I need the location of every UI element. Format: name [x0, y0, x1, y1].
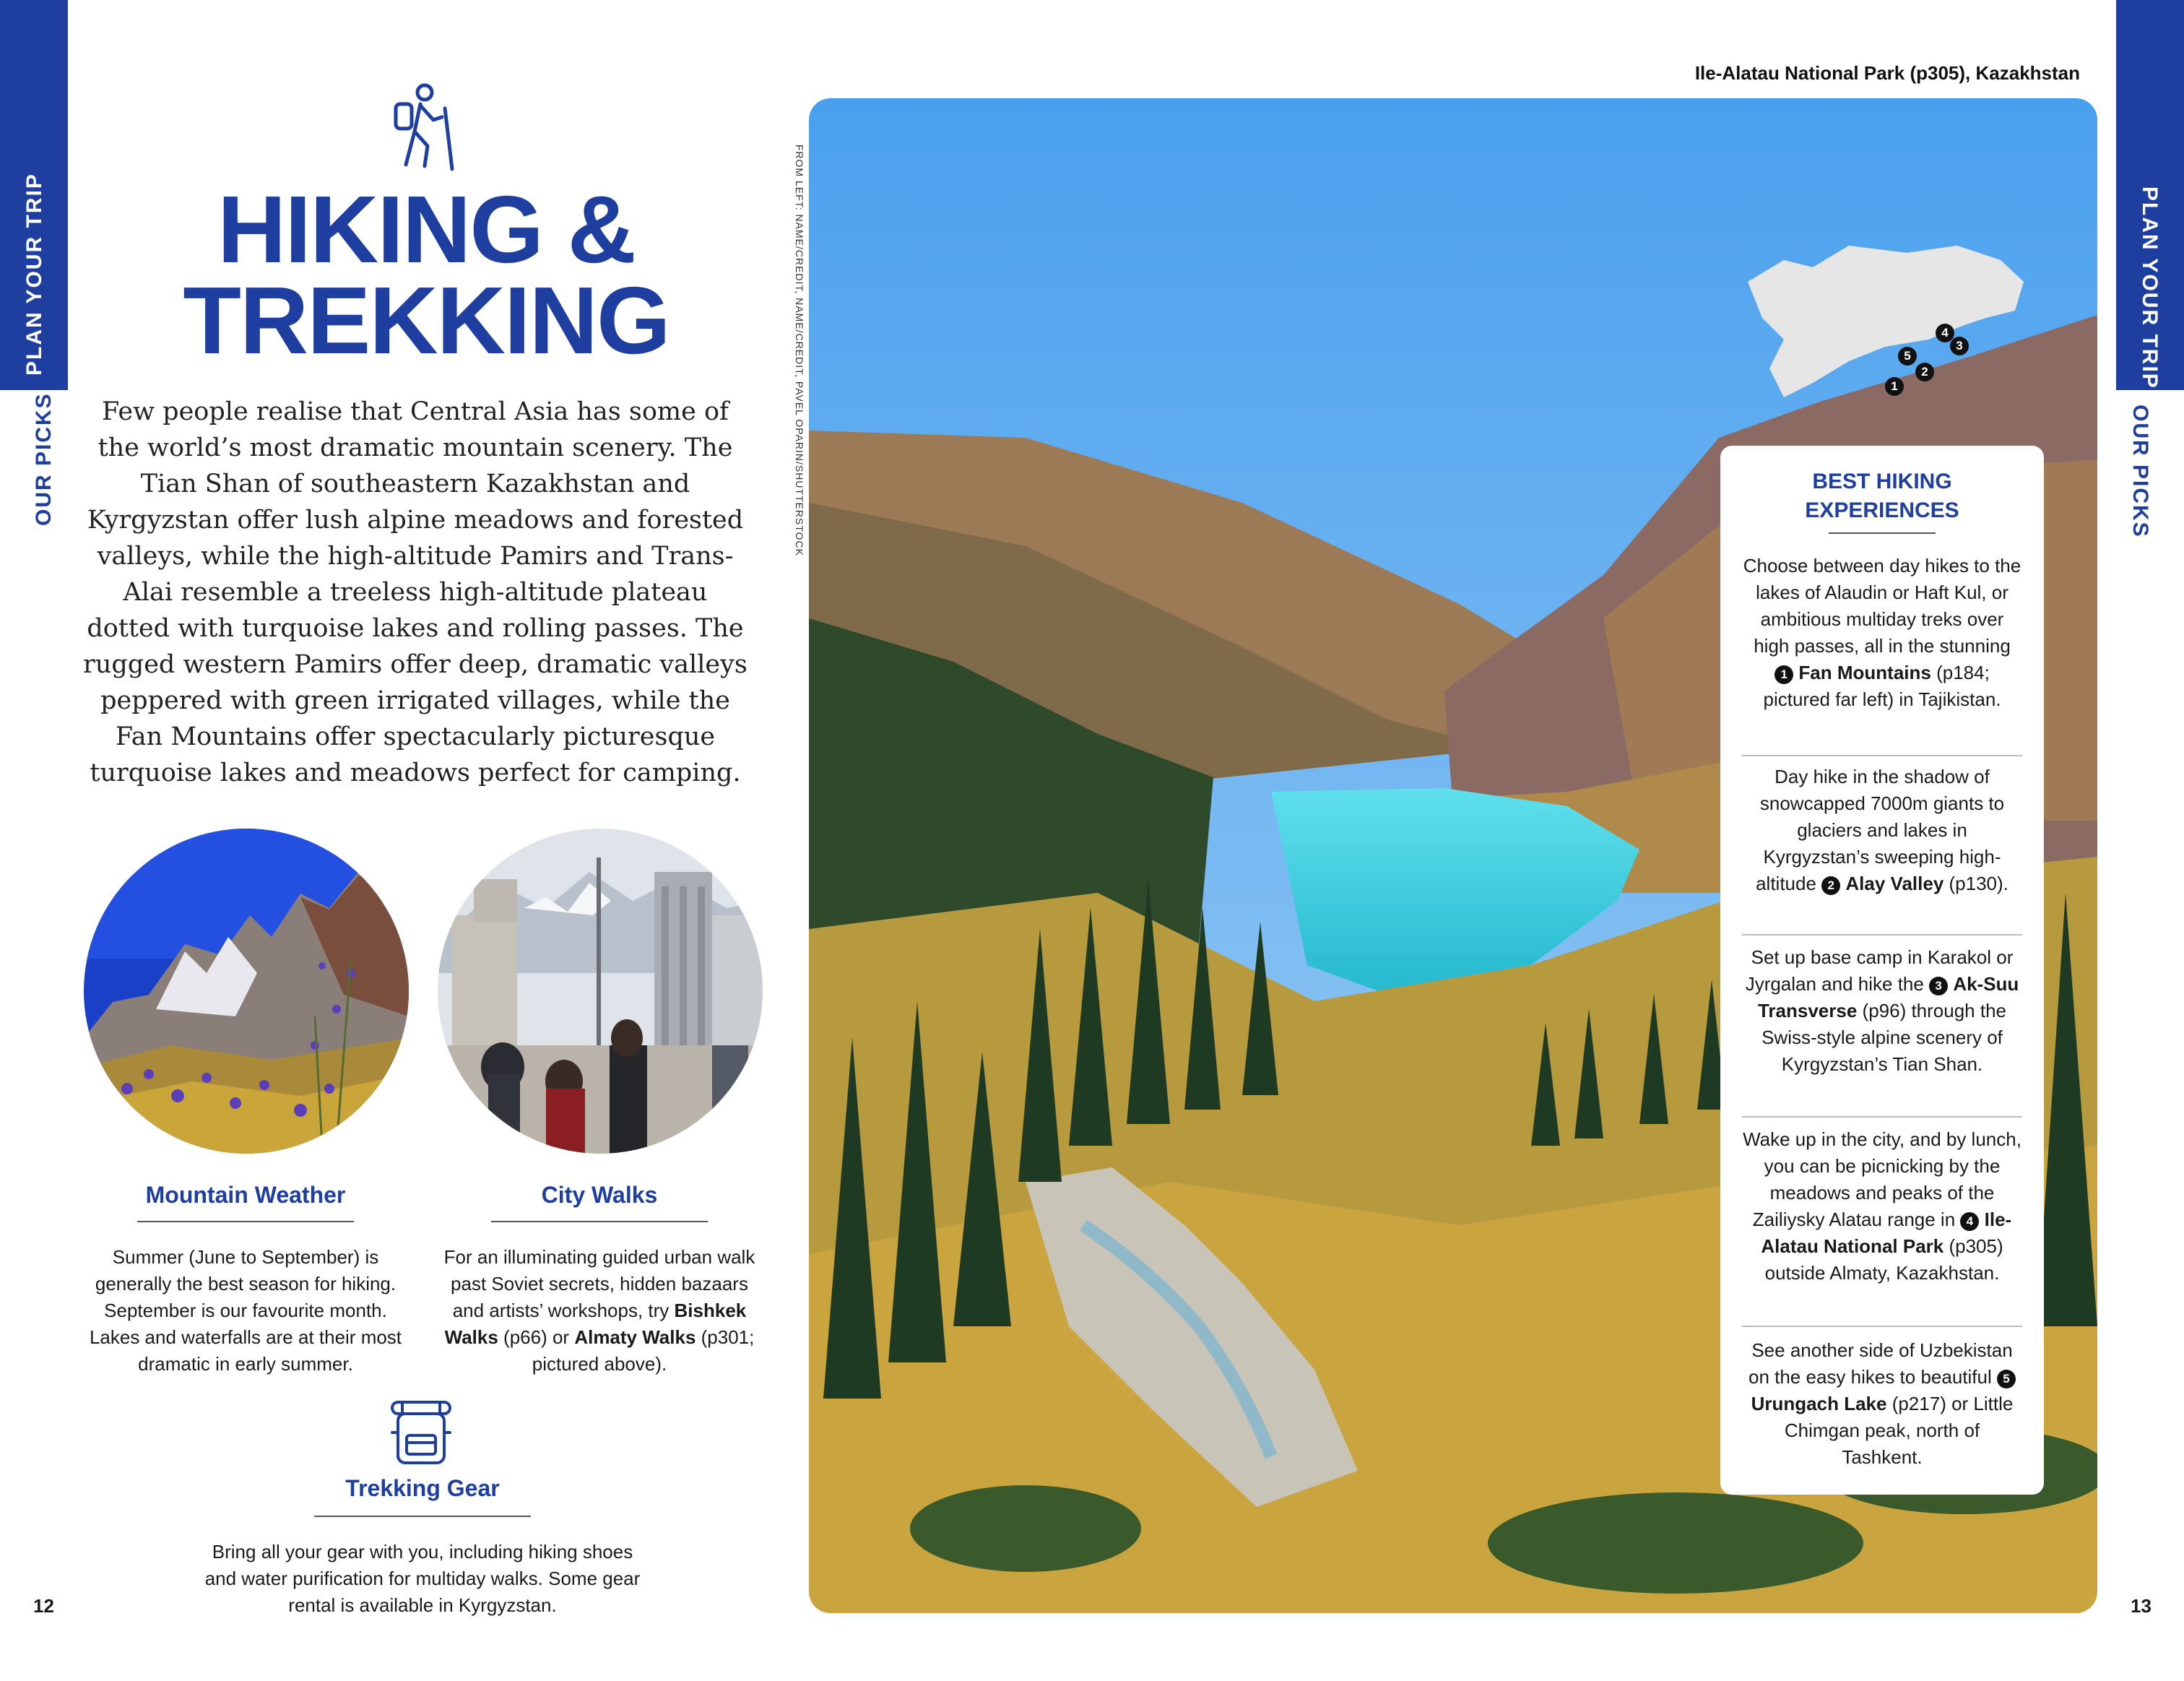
backpack-icon: [386, 1398, 456, 1467]
trekking-gear-heading: Trekking Gear: [345, 1475, 500, 1501]
page-title: [144, 176, 708, 373]
best-hiking-item-3: [1742, 944, 2022, 1078]
map-marker-2: 2: [1915, 363, 1934, 381]
mountain-weather-photo: [84, 829, 409, 1154]
box-divider: [1742, 755, 2022, 756]
item-4-number: 4: [1960, 1212, 1979, 1231]
left-section-tab: [0, 0, 68, 390]
city-walks-photo: [438, 829, 763, 1154]
best-hiking-title-line-1: BEST HIKING: [1812, 470, 1952, 493]
item-2-number: 2: [1821, 876, 1840, 895]
box-divider: [1742, 934, 2022, 935]
trekking-gear-text: Bring all your gear with you, including hiking shoes and water purification for multiday walks. Some gear rental is available in Kyrgyzstan.: [204, 1541, 641, 1616]
item-5-name: Urungach Lake: [1751, 1393, 1887, 1414]
right-subsection-label: OUR PICKS: [2128, 405, 2152, 538]
mountain-weather-text: Summer (June to September) is generally the best season for hiking. September is our favourite month. Lakes and waterfalls are at their most dramatic in early summer.: [89, 1246, 402, 1375]
mountain-weather-rule: [137, 1221, 354, 1222]
right-section-label: PLAN YOUR TRIP: [2138, 186, 2162, 389]
item-2-name: Alay Valley: [1845, 873, 1944, 894]
city-walks-text: [433, 1244, 766, 1378]
map-marker-1: 1: [1885, 377, 1904, 396]
item-4-name: Ile-Alatau National Park: [1761, 1209, 2012, 1257]
city-walks-rule: [491, 1221, 708, 1222]
best-hiking-title: [1720, 467, 2044, 525]
best-hiking-title-rule: [1829, 532, 1936, 534]
hiker-icon: [383, 79, 462, 173]
item-3-text-b: (p96) through the Swiss-style alpine scenery of Kyrgyzstan’s Tian Shan.: [1762, 1000, 2007, 1075]
bishkek-walks-link-text: Bishkek Walks: [444, 1300, 747, 1348]
item-4-text-a: Wake up in the city, and by lunch, you can be picnicking by the meadows and peaks of the Zailiysky Alatau range in: [1743, 1128, 2022, 1230]
title-line-2: TREKKING: [183, 267, 670, 373]
item-2-text-a: Day hike in the shadow of snowcapped 7000m giants to glaciers and lakes in Kyrgyzstan’s sweeping high-altitude: [1756, 766, 2005, 894]
left-section-label: PLAN YOUR TRIP: [22, 173, 46, 376]
item-2-text-b: (p130).: [1944, 873, 2008, 894]
best-hiking-item-2: [1742, 764, 2022, 897]
city-walks-heading: City Walks: [541, 1182, 658, 1208]
locator-map: [1741, 238, 2029, 412]
item-3-name: Ak-Suu Transverse: [1757, 973, 2019, 1021]
map-marker-5: 5: [1898, 347, 1917, 366]
page-number-left: 12: [33, 1595, 54, 1617]
photo-caption: Ile-Alatau National Park (p305), Kazakhstan: [1694, 62, 2080, 84]
item-1-text-b: (p184; pictured far left) in Tajikistan.: [1763, 662, 2001, 710]
box-divider: [1742, 1116, 2022, 1118]
item-4-text-b: (p305) outside Almaty, Kazakhstan.: [1764, 1235, 2003, 1284]
city-walks-text-3: (p301; pictured above).: [532, 1326, 755, 1375]
item-1-name: Fan Mountains: [1798, 662, 1931, 683]
city-walks-text-1: For an illuminating guided urban walk past Soviet secrets, hidden bazaars and artists’ workshops, try: [443, 1246, 755, 1321]
intro-paragraph: Few people realise that Central Asia has some of the world’s most dramatic mountain scenery. The Tian Shan of southeastern Kazakhstan and Kyrgyzstan offer lush alpine meadows and forested valleys, while the high-altitude Pamirs and Trans-Alai resemble a treeless high-altitude plateau dotted with turquoise lakes and rolling passes. The rugged western Pamirs offer deep, dramatic valleys peppered with green irrigated villages, while the Fan Mountains offer spectacularly picturesque turquoise lakes and meadows perfect for camping.: [83, 397, 748, 787]
page-number-right: 13: [2131, 1595, 2152, 1617]
item-1-number: 1: [1774, 665, 1793, 684]
mountain-weather-heading: Mountain Weather: [145, 1182, 346, 1208]
box-divider: [1742, 1326, 2022, 1327]
city-walks-text-2: (p66) or: [498, 1326, 575, 1348]
best-hiking-item-4: [1742, 1126, 2022, 1287]
item-5-text-b: (p217) or Little Chimgan peak, north of Tashkent.: [1784, 1393, 2014, 1468]
map-marker-4: 4: [1936, 324, 1954, 342]
left-subsection-label: OUR PICKS: [32, 392, 56, 526]
trekking-gear-rule: [314, 1516, 531, 1517]
best-hiking-item-1: [1742, 553, 2022, 713]
best-hiking-item-5: [1742, 1337, 2022, 1471]
item-5-text-a: See another side of Uzbekistan on the easy hikes to beautiful: [1748, 1339, 2013, 1388]
best-hiking-box: [1720, 446, 2044, 1495]
map-marker-3: 3: [1950, 337, 1969, 355]
photo-credit: [784, 144, 810, 650]
item-3-number: 3: [1929, 977, 1948, 995]
item-3-text-a: Set up base camp in Karakol or Jyrgalan and hike the: [1745, 946, 2014, 995]
almaty-walks-link-text: Almaty Walks: [574, 1326, 696, 1348]
right-section-tab: [2116, 0, 2184, 390]
title-line-1: HIKING &: [217, 176, 635, 282]
best-hiking-title-line-2: EXPERIENCES: [1805, 498, 1959, 522]
photo-credit-text: FROM LEFT: NAME/CREDIT, NAME/CREDIT, PAVEL OPARIN/SHUTTERSTOCK: [794, 144, 805, 556]
item-1-text-a: Choose between day hikes to the lakes of Alaudin or Haft Kul, or ambitious multiday treks over high passes, all in the stunning: [1743, 555, 2022, 657]
item-5-number: 5: [1997, 1370, 2016, 1388]
